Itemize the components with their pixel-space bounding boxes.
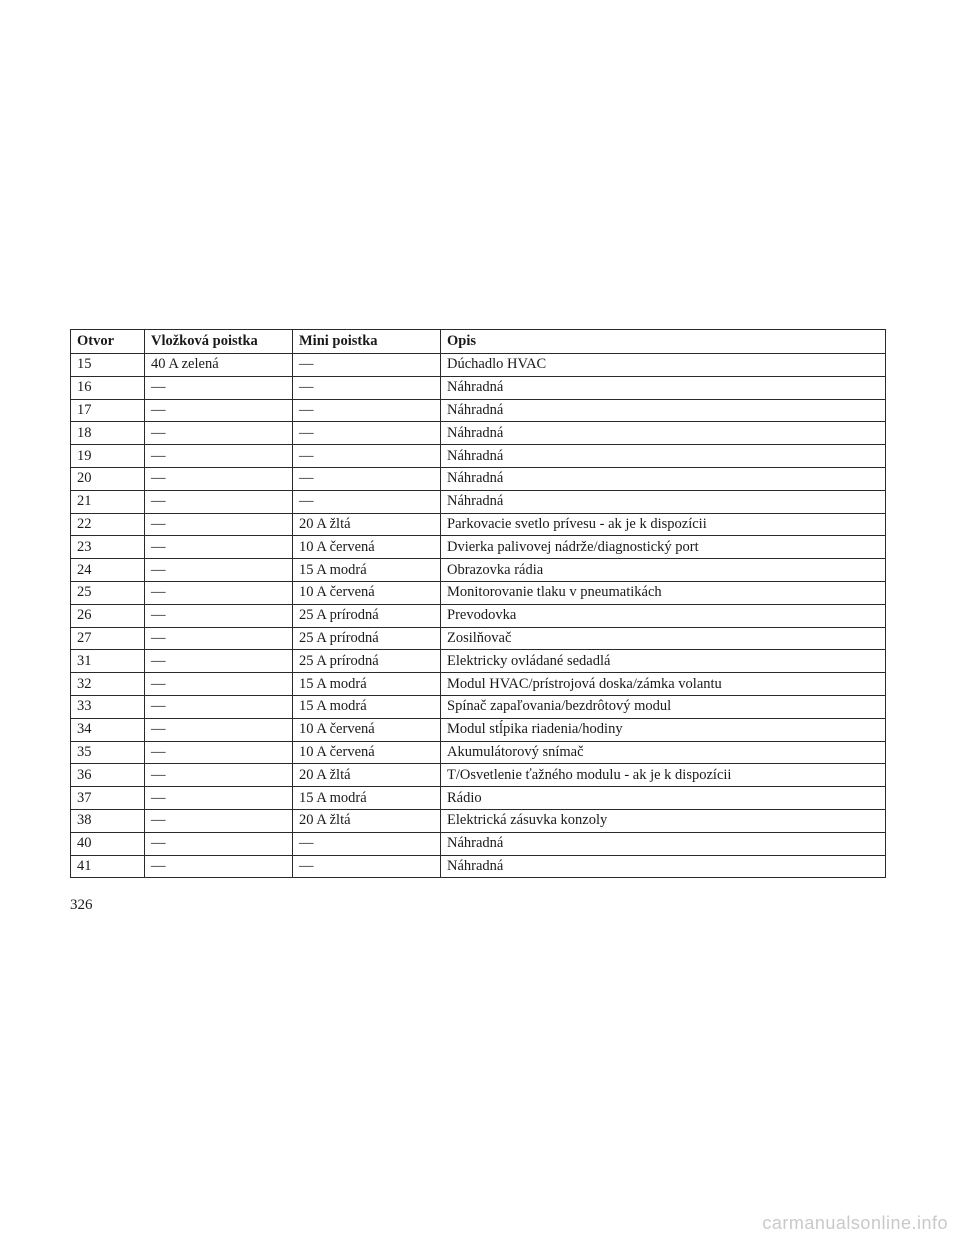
cell-otvor: 34 [71,718,145,741]
cell-opis: Monitorovanie tlaku v pneumatikách [441,581,886,604]
cell-vlozkova-poistka: — [145,445,293,468]
cell-opis: Dvierka palivovej nádrže/diagnostický port [441,536,886,559]
cell-mini-poistka: 15 A modrá [293,787,441,810]
cell-mini-poistka: — [293,445,441,468]
table-row [71,673,886,696]
table-header-row [71,330,886,354]
cell-vlozkova-poistka: 40 A zelená [145,354,293,377]
cell-otvor: 31 [71,650,145,673]
cell-mini-poistka: 25 A prírodná [293,650,441,673]
cell-vlozkova-poistka: — [145,422,293,445]
cell-vlozkova-poistka: — [145,673,293,696]
cell-opis: Náhradná [441,855,886,878]
table-row [71,513,886,536]
cell-vlozkova-poistka: — [145,695,293,718]
cell-otvor: 33 [71,695,145,718]
column-header-opis: Opis [441,330,886,354]
table-row [71,650,886,673]
cell-mini-poistka: 10 A červená [293,741,441,764]
column-header-otvor: Otvor [71,330,145,354]
cell-vlozkova-poistka: — [145,627,293,650]
cell-vlozkova-poistka: — [145,399,293,422]
cell-opis: Parkovacie svetlo prívesu - ak je k dispozícii [441,513,886,536]
cell-vlozkova-poistka: — [145,741,293,764]
cell-mini-poistka: 10 A červená [293,536,441,559]
cell-mini-poistka: 20 A žltá [293,513,441,536]
cell-vlozkova-poistka: — [145,467,293,490]
table-row [71,399,886,422]
cell-mini-poistka: 20 A žltá [293,764,441,787]
cell-opis: Náhradná [441,399,886,422]
table-row [71,490,886,513]
table-row [71,741,886,764]
cell-mini-poistka: 25 A prírodná [293,604,441,627]
table-row [71,627,886,650]
cell-mini-poistka: — [293,490,441,513]
cell-opis: Náhradná [441,445,886,468]
cell-otvor: 21 [71,490,145,513]
table-row [71,832,886,855]
cell-otvor: 32 [71,673,145,696]
cell-otvor: 24 [71,559,145,582]
cell-vlozkova-poistka: — [145,490,293,513]
table-row [71,354,886,377]
cell-otvor: 35 [71,741,145,764]
cell-otvor: 17 [71,399,145,422]
table-row [71,536,886,559]
footer-watermark: carmanualsonline.info [762,1213,948,1233]
cell-opis: Modul HVAC/prístrojová doska/zámka volantu [441,673,886,696]
table-row [71,581,886,604]
table-row [71,718,886,741]
cell-otvor: 20 [71,467,145,490]
column-header-vlozkova-poistka: Vložková poistka [145,330,293,354]
table-row [71,604,886,627]
cell-mini-poistka: — [293,467,441,490]
cell-opis: Rádio [441,787,886,810]
cell-otvor: 22 [71,513,145,536]
cell-mini-poistka: 15 A modrá [293,695,441,718]
table-body [71,354,886,878]
cell-vlozkova-poistka: — [145,513,293,536]
column-header-mini-poistka: Mini poistka [293,330,441,354]
cell-vlozkova-poistka: — [145,787,293,810]
cell-opis: Náhradná [441,490,886,513]
cell-opis: T/Osvetlenie ťažného modulu - ak je k dispozícii [441,764,886,787]
cell-otvor: 26 [71,604,145,627]
cell-mini-poistka: — [293,832,441,855]
cell-vlozkova-poistka: — [145,604,293,627]
cell-otvor: 27 [71,627,145,650]
cell-vlozkova-poistka: — [145,376,293,399]
table-row [71,445,886,468]
cell-mini-poistka: — [293,354,441,377]
fuse-table [70,329,886,878]
page-number: 326 [70,897,93,913]
cell-opis: Dúchadlo HVAC [441,354,886,377]
cell-vlozkova-poistka: — [145,581,293,604]
cell-mini-poistka: 25 A prírodná [293,627,441,650]
table-row [71,809,886,832]
cell-opis: Náhradná [441,376,886,399]
cell-otvor: 18 [71,422,145,445]
cell-mini-poistka: 20 A žltá [293,809,441,832]
cell-otvor: 36 [71,764,145,787]
cell-otvor: 19 [71,445,145,468]
cell-opis: Elektrická zásuvka konzoly [441,809,886,832]
cell-mini-poistka: 10 A červená [293,581,441,604]
cell-otvor: 41 [71,855,145,878]
table-row [71,422,886,445]
cell-otvor: 40 [71,832,145,855]
cell-vlozkova-poistka: — [145,809,293,832]
cell-opis: Náhradná [441,832,886,855]
table-row [71,764,886,787]
cell-otvor: 37 [71,787,145,810]
cell-vlozkova-poistka: — [145,650,293,673]
table-row [71,787,886,810]
cell-opis: Elektricky ovládané sedadlá [441,650,886,673]
table-row [71,376,886,399]
cell-otvor: 15 [71,354,145,377]
cell-mini-poistka: 10 A červená [293,718,441,741]
cell-otvor: 25 [71,581,145,604]
cell-mini-poistka: 15 A modrá [293,559,441,582]
cell-opis: Prevodovka [441,604,886,627]
cell-otvor: 16 [71,376,145,399]
cell-otvor: 23 [71,536,145,559]
cell-mini-poistka: 15 A modrá [293,673,441,696]
cell-opis: Modul stĺpika riadenia/hodiny [441,718,886,741]
cell-opis: Akumulátorový snímač [441,741,886,764]
cell-opis: Spínač zapaľovania/bezdrôtový modul [441,695,886,718]
cell-opis: Obrazovka rádia [441,559,886,582]
cell-mini-poistka: — [293,376,441,399]
cell-opis: Náhradná [441,467,886,490]
cell-vlozkova-poistka: — [145,832,293,855]
cell-vlozkova-poistka: — [145,559,293,582]
table-row [71,467,886,490]
cell-vlozkova-poistka: — [145,718,293,741]
cell-vlozkova-poistka: — [145,536,293,559]
cell-vlozkova-poistka: — [145,764,293,787]
table-row [71,855,886,878]
cell-otvor: 38 [71,809,145,832]
cell-mini-poistka: — [293,855,441,878]
cell-vlozkova-poistka: — [145,855,293,878]
cell-opis: Zosilňovač [441,627,886,650]
table-row [71,695,886,718]
cell-mini-poistka: — [293,422,441,445]
table-row [71,559,886,582]
cell-mini-poistka: — [293,399,441,422]
cell-opis: Náhradná [441,422,886,445]
